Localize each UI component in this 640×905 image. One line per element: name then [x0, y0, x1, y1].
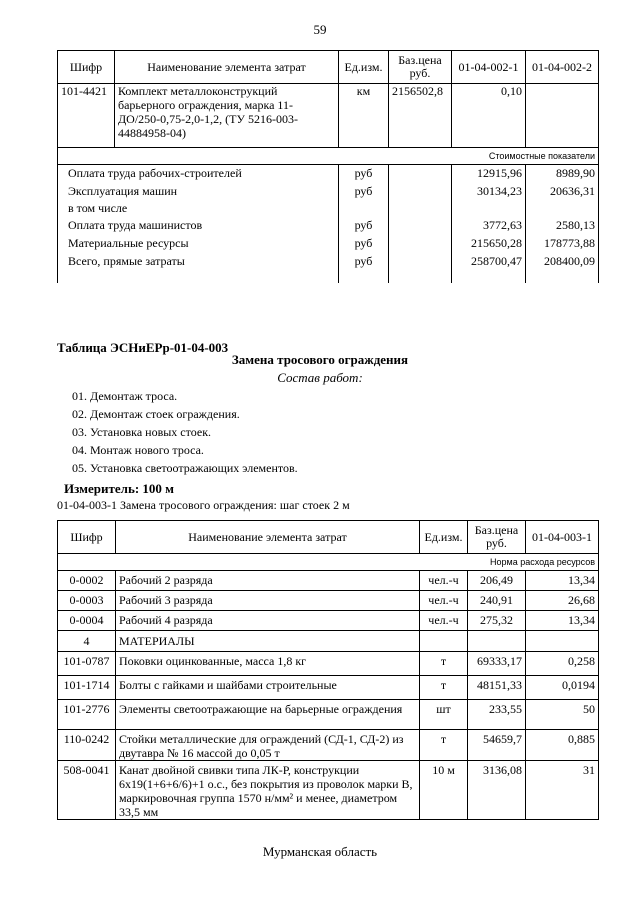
row-price: 206,49: [468, 571, 526, 591]
summary-row: [58, 165, 599, 183]
table-row: [58, 84, 599, 148]
row-price: 233,55: [468, 700, 526, 730]
summary-price: [389, 165, 452, 183]
row-code: 110-0242: [58, 730, 116, 761]
summary-price: [389, 201, 452, 217]
row-unit: т: [420, 730, 468, 761]
summary-row: [58, 253, 599, 271]
row-unit: чел.-ч: [420, 591, 468, 611]
row-value: 13,34: [526, 611, 599, 631]
summary-name: Эксплуатация машин: [58, 183, 339, 201]
row-price: 54659,7: [468, 730, 526, 761]
works-list: [72, 389, 298, 479]
group-name: МАТЕРИАЛЫ: [116, 631, 420, 652]
row-name: Рабочий 2 разряда: [116, 571, 420, 591]
row-price: 275,32: [468, 611, 526, 631]
table-row: [58, 571, 599, 591]
summary-value-2: [526, 201, 599, 217]
footer-region: Мурманская область: [262, 844, 378, 859]
row-code: 101-4421: [58, 84, 115, 148]
row-name: Канат двойной свивки типа ЛК-Р, конструкции 6х19(1+6+6/6)+1 о.с., без покрытия из проволок марки В, маркировочная группа 1570 н/мм² и менее, диаметром 33,5 мм: [116, 761, 420, 820]
col-norm-2-header: 01-04-002-2: [526, 51, 599, 84]
summary-value-2: 20636,31: [526, 183, 599, 201]
summary-value-2: 2580,13: [526, 217, 599, 235]
summary-unit: руб: [339, 253, 389, 271]
summary-unit: [339, 201, 389, 217]
row-unit: чел.-ч: [420, 571, 468, 591]
work-step: 02. Демонтаж стоек ограждения.: [72, 407, 240, 421]
col-norm-1-header: 01-04-002-1: [452, 51, 526, 84]
table-row: [58, 591, 599, 611]
row-name: Болты с гайками и шайбами строительные: [116, 676, 420, 700]
summary-row: [58, 217, 599, 235]
col-name-header: Наименование элемента затрат: [116, 521, 420, 554]
col-unit-header: Ед.изм.: [420, 521, 468, 554]
summary-value-2: 208400,09: [526, 253, 599, 271]
row-name: Поковки оцинкованные, масса 1,8 кг: [116, 652, 420, 676]
table-row: [58, 730, 599, 761]
row-name: Стойки металлические для ограждений (СД-1, СД-2) из двутавра № 16 массой до 0,05 т: [116, 730, 420, 761]
row-value: 31: [526, 761, 599, 820]
summary-row: [58, 235, 599, 253]
row-price: 69333,17: [468, 652, 526, 676]
row-value: 26,68: [526, 591, 599, 611]
row-name: Рабочий 3 разряда: [116, 591, 420, 611]
col-code-header: Шифр: [58, 51, 115, 84]
row-unit: т: [420, 676, 468, 700]
page-number: 59: [313, 22, 327, 37]
row-code: 0-0004: [58, 611, 116, 631]
summary-value-1: [452, 201, 526, 217]
row-unit: т: [420, 652, 468, 676]
summary-unit: руб: [339, 165, 389, 183]
work-step: 04. Монтаж нового троса.: [72, 443, 204, 457]
table-row: [58, 652, 599, 676]
summary-value-2: 178773,88: [526, 235, 599, 253]
col-name-header: Наименование элемента затрат: [115, 51, 339, 84]
summary-row: [58, 201, 599, 217]
row-unit: 10 м: [420, 761, 468, 820]
measure-unit: Измеритель: 100 м: [64, 481, 175, 496]
summary-name: Всего, прямые затраты: [58, 253, 339, 271]
row-code: 0-0003: [58, 591, 116, 611]
work-step: 03. Установка новых стоек.: [72, 425, 212, 439]
item-description: 01-04-003-1 Замена тросового ограждения: шаг стоек 2 м: [57, 498, 350, 512]
row-value: 0,885: [526, 730, 599, 761]
summary-price: [389, 235, 452, 253]
row-price: 240,91: [468, 591, 526, 611]
summary-value-1: 30134,23: [452, 183, 526, 201]
row-price: 2156502,8: [389, 84, 452, 148]
row-value-1: 0,10: [452, 84, 526, 148]
row-code: 0-0002: [58, 571, 116, 591]
summary-value-1: 215650,28: [452, 235, 526, 253]
row-code: 101-0787: [58, 652, 116, 676]
summary-unit: руб: [339, 235, 389, 253]
summary-unit: руб: [339, 217, 389, 235]
row-code: 508-0041: [58, 761, 116, 820]
work-step: 05. Установка светоотражающих элементов.: [72, 461, 298, 475]
summary-value-1: 12915,96: [452, 165, 526, 183]
section-label: Норма расхода ресурсов: [58, 554, 599, 571]
row-value: 13,34: [526, 571, 599, 591]
section-subtitle: Замена тросового ограждения: [231, 352, 409, 367]
table-row: [58, 676, 599, 700]
row-unit: км: [339, 84, 389, 148]
row-value: 0,258: [526, 652, 599, 676]
summary-row: [58, 183, 599, 201]
table-title: Таблица ЭСНиЕРр-01-04-003: [57, 340, 229, 355]
summary-name: Оплата труда машинистов: [58, 217, 339, 235]
group-row: [58, 631, 599, 652]
row-value: 50: [526, 700, 599, 730]
row-name: Рабочий 4 разряда: [116, 611, 420, 631]
summary-value-2: 8989,90: [526, 165, 599, 183]
row-name: Комплект металлоконструкций барьерного ограждения, марка 11-ДО/250-0,75-2,0-1,2, (ТУ 5216-003-44884958-04): [115, 84, 339, 148]
col-code-header: Шифр: [58, 521, 116, 554]
row-unit: чел.-ч: [420, 611, 468, 631]
summary-spacer: [58, 271, 599, 283]
section-label: Стоимостные показатели: [58, 148, 599, 165]
row-value-2: [526, 84, 599, 148]
col-norm-header: 01-04-003-1: [526, 521, 599, 554]
cost-table-01-04-002: [57, 50, 599, 283]
row-code: 101-2776: [58, 700, 116, 730]
col-unit-header: Ед.изм.: [339, 51, 389, 84]
summary-value-1: 258700,47: [452, 253, 526, 271]
summary-price: [389, 217, 452, 235]
col-price-header: Баз.цена руб.: [389, 51, 452, 84]
summary-price: [389, 183, 452, 201]
row-code: 101-1714: [58, 676, 116, 700]
summary-name: в том числе: [58, 201, 339, 217]
row-price: 48151,33: [468, 676, 526, 700]
summary-value-1: 3772,63: [452, 217, 526, 235]
row-name: Элементы светоотражающие на барьерные ограждения: [116, 700, 420, 730]
summary-unit: руб: [339, 183, 389, 201]
row-value: 0,0194: [526, 676, 599, 700]
row-price: 3136,08: [468, 761, 526, 820]
summary-name: Материальные ресурсы: [58, 235, 339, 253]
table-row: [58, 700, 599, 730]
group-code: 4: [58, 631, 116, 652]
work-step: 01. Демонтаж троса.: [72, 389, 178, 403]
col-price-header: Баз.цена руб.: [468, 521, 526, 554]
composition-label: Состав работ:: [277, 370, 363, 385]
table-row: [58, 611, 599, 631]
table-row: [58, 761, 599, 820]
summary-price: [389, 253, 452, 271]
row-unit: шт: [420, 700, 468, 730]
summary-name: Оплата труда рабочих-строителей: [58, 165, 339, 183]
resource-table-01-04-003: [57, 520, 599, 820]
